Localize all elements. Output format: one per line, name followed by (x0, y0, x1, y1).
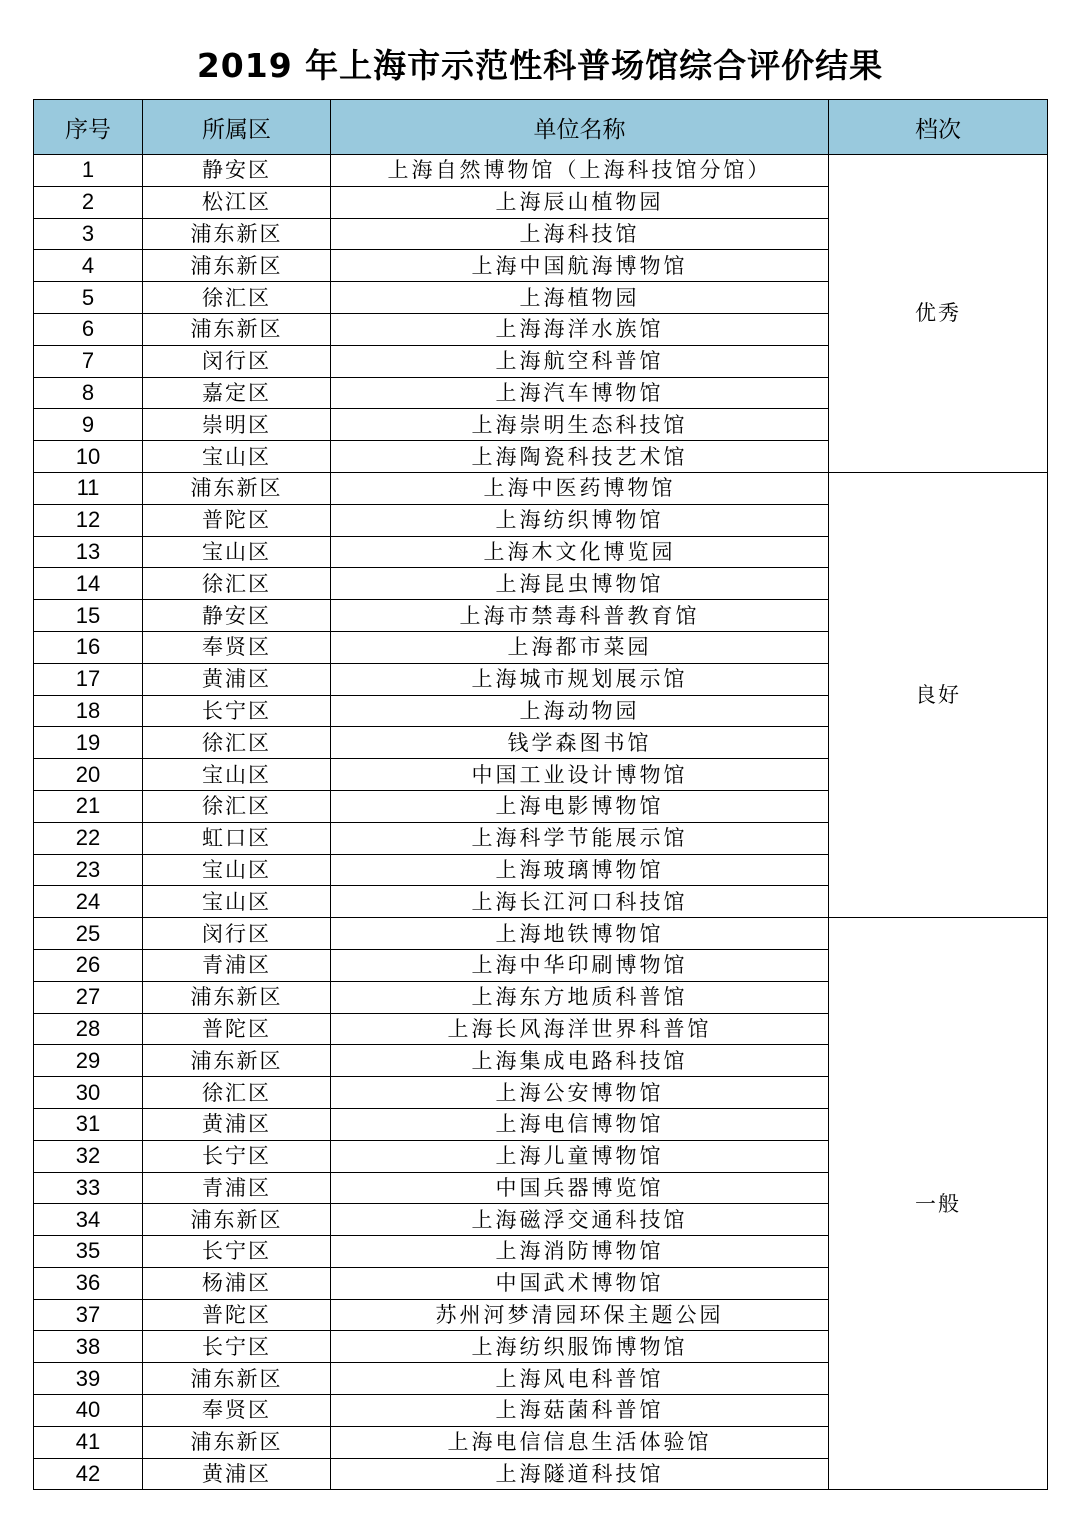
row-district: 徐汇区 (143, 790, 331, 822)
row-district: 徐汇区 (143, 568, 331, 600)
row-seq: 33 (34, 1172, 143, 1204)
row-unit-name: 上海科学节能展示馆 (331, 822, 829, 854)
row-unit-name: 上海都市菜园 (331, 631, 829, 663)
row-seq: 1 (34, 155, 143, 187)
row-seq: 16 (34, 631, 143, 663)
grade-cell: 一般 (829, 918, 1048, 1490)
row-seq: 17 (34, 663, 143, 695)
row-seq: 39 (34, 1363, 143, 1395)
row-unit-name: 上海地铁博物馆 (331, 918, 829, 950)
row-district: 崇明区 (143, 409, 331, 441)
row-district: 青浦区 (143, 1172, 331, 1204)
header-grade: 档次 (829, 100, 1048, 155)
row-seq: 34 (34, 1204, 143, 1236)
row-district: 普陀区 (143, 1299, 331, 1331)
row-unit-name: 上海电影博物馆 (331, 790, 829, 822)
row-seq: 22 (34, 822, 143, 854)
grade-cell: 优秀 (829, 155, 1048, 473)
row-seq: 11 (34, 472, 143, 504)
row-unit-name: 上海长风海洋世界科普馆 (331, 1013, 829, 1045)
row-district: 徐汇区 (143, 282, 331, 314)
row-unit-name: 上海城市规划展示馆 (331, 663, 829, 695)
row-district: 黄浦区 (143, 1108, 331, 1140)
row-unit-name: 苏州河梦清园环保主题公园 (331, 1299, 829, 1331)
row-seq: 8 (34, 377, 143, 409)
row-unit-name: 上海陶瓷科技艺术馆 (331, 441, 829, 473)
row-district: 嘉定区 (143, 377, 331, 409)
row-unit-name: 上海辰山植物园 (331, 186, 829, 218)
row-district: 青浦区 (143, 949, 331, 981)
row-seq: 4 (34, 250, 143, 282)
row-unit-name: 中国兵器博览馆 (331, 1172, 829, 1204)
row-seq: 10 (34, 441, 143, 473)
row-unit-name: 上海动物园 (331, 695, 829, 727)
row-unit-name: 上海儿童博物馆 (331, 1140, 829, 1172)
row-district: 宝山区 (143, 759, 331, 791)
row-seq: 3 (34, 218, 143, 250)
table-body (34, 155, 1048, 1490)
row-district: 黄浦区 (143, 1458, 331, 1490)
table-row (34, 155, 1048, 187)
row-unit-name: 中国武术博物馆 (331, 1267, 829, 1299)
row-district: 奉贤区 (143, 1395, 331, 1427)
row-district: 闵行区 (143, 918, 331, 950)
row-seq: 25 (34, 918, 143, 950)
row-seq: 23 (34, 854, 143, 886)
row-seq: 15 (34, 600, 143, 632)
row-seq: 7 (34, 345, 143, 377)
row-unit-name: 上海磁浮交通科技馆 (331, 1204, 829, 1236)
table-row (34, 472, 1048, 504)
row-district: 浦东新区 (143, 313, 331, 345)
row-seq: 2 (34, 186, 143, 218)
row-district: 虹口区 (143, 822, 331, 854)
row-seq: 32 (34, 1140, 143, 1172)
row-seq: 42 (34, 1458, 143, 1490)
row-seq: 35 (34, 1236, 143, 1268)
row-seq: 38 (34, 1331, 143, 1363)
row-district: 松江区 (143, 186, 331, 218)
row-unit-name: 上海航空科普馆 (331, 345, 829, 377)
results-table (33, 99, 1048, 1490)
header-district: 所属区 (143, 100, 331, 155)
row-unit-name: 上海风电科普馆 (331, 1363, 829, 1395)
grade-cell: 良好 (829, 472, 1048, 917)
page-title: 2019 年上海市示范性科普场馆综合评价结果 (196, 46, 884, 85)
row-seq: 12 (34, 504, 143, 536)
row-unit-name: 上海海洋水族馆 (331, 313, 829, 345)
row-seq: 27 (34, 981, 143, 1013)
row-district: 宝山区 (143, 886, 331, 918)
row-district: 宝山区 (143, 536, 331, 568)
row-unit-name: 上海纺织服饰博物馆 (331, 1331, 829, 1363)
row-unit-name: 上海菇菌科普馆 (331, 1395, 829, 1427)
table-row (34, 918, 1048, 950)
row-unit-name: 上海木文化博览园 (331, 536, 829, 568)
row-district: 徐汇区 (143, 1077, 331, 1109)
row-district: 浦东新区 (143, 1045, 331, 1077)
row-district: 长宁区 (143, 1140, 331, 1172)
row-unit-name: 上海昆虫博物馆 (331, 568, 829, 600)
row-unit-name: 上海中国航海博物馆 (331, 250, 829, 282)
row-unit-name: 上海植物园 (331, 282, 829, 314)
row-district: 杨浦区 (143, 1267, 331, 1299)
row-district: 徐汇区 (143, 727, 331, 759)
row-unit-name: 上海纺织博物馆 (331, 504, 829, 536)
row-unit-name: 上海崇明生态科技馆 (331, 409, 829, 441)
row-seq: 19 (34, 727, 143, 759)
row-seq: 24 (34, 886, 143, 918)
row-seq: 20 (34, 759, 143, 791)
row-unit-name: 上海长江河口科技馆 (331, 886, 829, 918)
row-unit-name: 上海中医药博物馆 (331, 472, 829, 504)
row-unit-name: 上海科技馆 (331, 218, 829, 250)
row-district: 黄浦区 (143, 663, 331, 695)
row-district: 浦东新区 (143, 472, 331, 504)
row-seq: 14 (34, 568, 143, 600)
row-seq: 30 (34, 1077, 143, 1109)
row-unit-name: 上海集成电路科技馆 (331, 1045, 829, 1077)
row-unit-name: 上海公安博物馆 (331, 1077, 829, 1109)
row-seq: 37 (34, 1299, 143, 1331)
row-district: 浦东新区 (143, 250, 331, 282)
row-unit-name: 上海东方地质科普馆 (331, 981, 829, 1013)
row-unit-name: 钱学森图书馆 (331, 727, 829, 759)
row-district: 浦东新区 (143, 1204, 331, 1236)
row-district: 长宁区 (143, 695, 331, 727)
row-district: 宝山区 (143, 854, 331, 886)
header-unit-name: 单位名称 (331, 100, 829, 155)
row-seq: 5 (34, 282, 143, 314)
row-unit-name: 上海汽车博物馆 (331, 377, 829, 409)
row-district: 浦东新区 (143, 218, 331, 250)
row-unit-name: 上海消防博物馆 (331, 1236, 829, 1268)
table-header (34, 100, 1048, 155)
row-unit-name: 上海市禁毒科普教育馆 (331, 600, 829, 632)
row-seq: 26 (34, 949, 143, 981)
row-seq: 31 (34, 1108, 143, 1140)
header-seq: 序号 (34, 100, 143, 155)
row-district: 浦东新区 (143, 981, 331, 1013)
row-district: 长宁区 (143, 1331, 331, 1363)
row-seq: 28 (34, 1013, 143, 1045)
row-unit-name: 上海玻璃博物馆 (331, 854, 829, 886)
row-district: 浦东新区 (143, 1426, 331, 1458)
row-seq: 41 (34, 1426, 143, 1458)
row-seq: 9 (34, 409, 143, 441)
row-district: 奉贤区 (143, 631, 331, 663)
row-district: 宝山区 (143, 441, 331, 473)
row-unit-name: 上海中华印刷博物馆 (331, 949, 829, 981)
row-unit-name: 中国工业设计博物馆 (331, 759, 829, 791)
row-seq: 36 (34, 1267, 143, 1299)
row-district: 静安区 (143, 600, 331, 632)
row-unit-name: 上海自然博物馆（上海科技馆分馆） (331, 155, 829, 187)
row-seq: 18 (34, 695, 143, 727)
row-seq: 13 (34, 536, 143, 568)
row-unit-name: 上海电信信息生活体验馆 (331, 1426, 829, 1458)
header-row (34, 100, 1048, 155)
row-district: 长宁区 (143, 1236, 331, 1268)
row-district: 静安区 (143, 155, 331, 187)
row-seq: 40 (34, 1395, 143, 1427)
row-district: 普陀区 (143, 1013, 331, 1045)
row-district: 普陀区 (143, 504, 331, 536)
row-unit-name: 上海电信博物馆 (331, 1108, 829, 1140)
row-seq: 6 (34, 313, 143, 345)
row-unit-name: 上海隧道科技馆 (331, 1458, 829, 1490)
row-district: 浦东新区 (143, 1363, 331, 1395)
row-seq: 29 (34, 1045, 143, 1077)
row-district: 闵行区 (143, 345, 331, 377)
row-seq: 21 (34, 790, 143, 822)
